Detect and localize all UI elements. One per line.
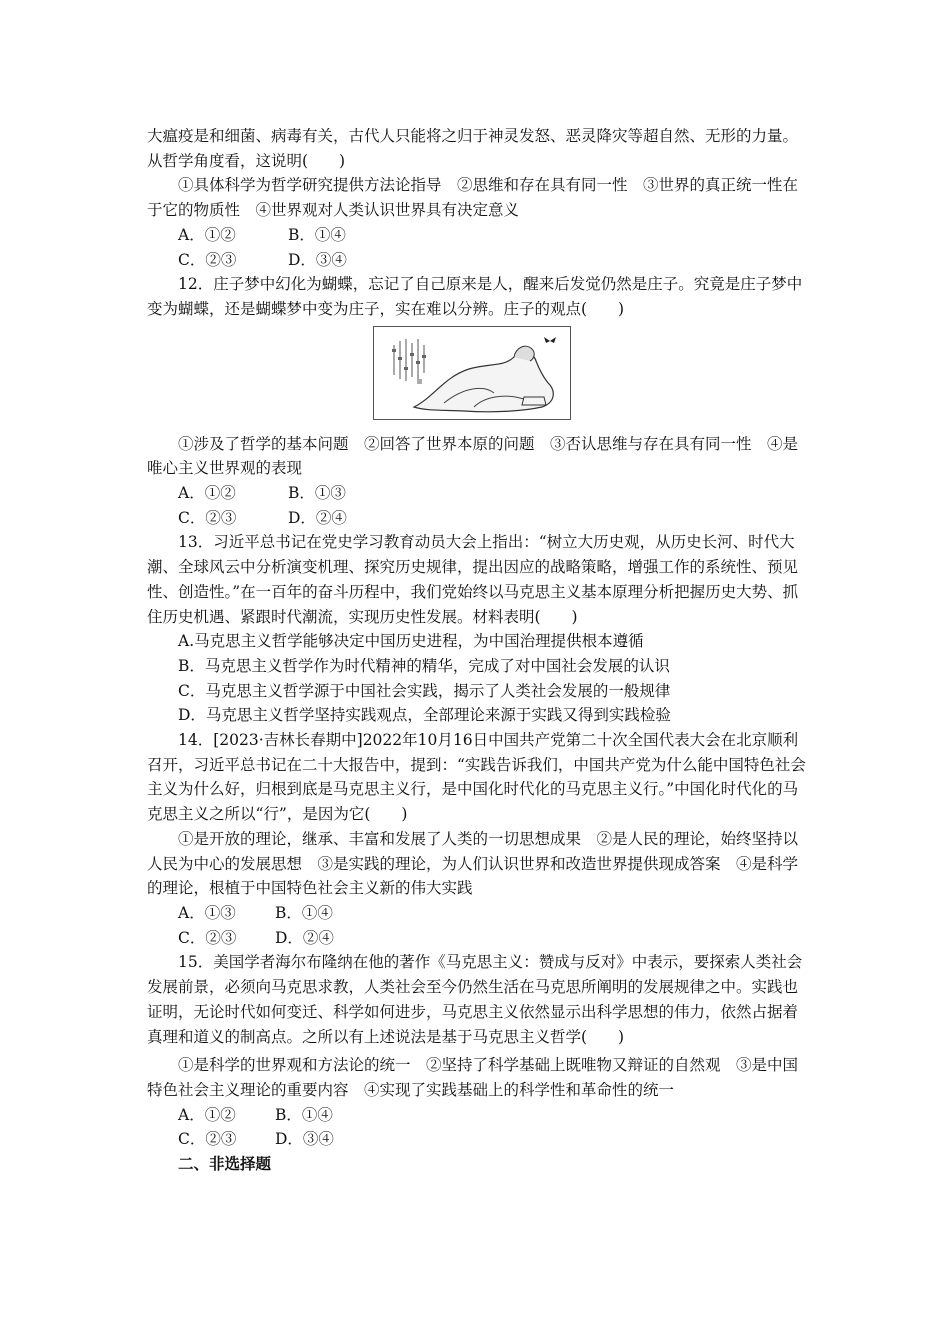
- zhuangzi-painting-icon: [374, 327, 570, 419]
- q11-statements: ①具体科学为哲学研究提供方法论指导 ②思维和存在具有同一性 ③世界的真正统一性在于它的物质性 ④世界观对人类认识世界具有决定意义: [147, 176, 799, 220]
- q15-options-row1: [147, 1103, 807, 1128]
- q15-option-d: D．③④: [275, 1130, 334, 1149]
- q14-option-a: A．①③: [178, 903, 236, 922]
- q12-stem: 12．庄子梦中幻化为蝴蝶，忘记了自己原来是人，醒来后发觉仍然是庄子。究竟是庄子梦中变为蝴蝶，还是蝴蝶梦中变为庄子，实在难以分辨。庄子的观点( ): [147, 275, 803, 318]
- q14-option-b: B．①④: [275, 903, 333, 922]
- q13-option-d: D．马克思主义哲学坚持实践观点，全部理论来源于实践又得到实践检验: [178, 706, 671, 725]
- q15-statements: ①是科学的世界观和方法论的统一 ②坚持了科学基础上既唯物又辩证的自然观 ③是中国特色社会主义理论的重要内容 ④实现了实践基础上的科学性和革命性的统一: [147, 1056, 799, 1099]
- q12-options-row2: [147, 506, 807, 531]
- q12-option-d: D．②④: [288, 508, 347, 527]
- q11-option-b: B．①④: [288, 225, 346, 244]
- q12-option-a: A．①②: [178, 484, 236, 503]
- q12-option-b: B．①③: [288, 484, 346, 503]
- q13-option-c: C．马克思主义哲学源于中国社会实践，揭示了人类社会发展的一般规律: [178, 681, 671, 700]
- q15-option-a: A．①②: [178, 1105, 236, 1124]
- q11-stem: 大瘟疫是和细菌、病毒有关，古代人只能将之归于神灵发怒、恶灵降灾等超自然、无形的力量。从哲学角度看，这说明( ): [147, 127, 799, 170]
- q11-option-a: A．①②: [178, 225, 236, 244]
- q11-options-row2: [147, 248, 807, 273]
- q13-option-a: A.马克思主义哲学能够决定中国历史进程，为中国治理提供根本遵循: [178, 632, 644, 651]
- q12-statements: ①涉及了哲学的基本问题 ②回答了世界本原的问题 ③否认思维与存在具有同一性 ④是唯心主义世界观的表现: [147, 434, 799, 478]
- q14-option-d: D．②④: [275, 928, 334, 947]
- q12-figure: [147, 326, 807, 420]
- q14-options-row2: [147, 926, 807, 951]
- q15-stem: 15．美国学者海尔布隆纳在他的著作《马克思主义：赞成与反对》中表示，要探索人类社会发展前景，必须向马克思求教，人类社会至今仍然生活在马克思所阐明的发展规律之中。实践也证明，无论时代如何变迁、科学如何进步，马克思主义依然显示出科学思想的伟力，依然占据着真理和道义的制高点。之所以有上述说法是基于马克思主义哲学( ): [147, 953, 803, 1046]
- q12-option-c: C．②③: [178, 508, 237, 527]
- q14-option-c: C．②③: [178, 928, 237, 947]
- section-title-non-choice: 二、非选择题: [178, 1154, 272, 1174]
- zhuangzi-dream-illustration: [373, 326, 571, 420]
- q13-option-b: B．马克思主义哲学作为时代精神的精华，完成了对中国社会发展的认识: [178, 656, 670, 675]
- q14-options-row1: [147, 901, 807, 926]
- q15-option-c: C．②③: [178, 1130, 237, 1149]
- q11-options-row1: [147, 223, 807, 248]
- q12-options-row1: [147, 481, 807, 506]
- q13-stem: 13．习近平总书记在党史学习教育动员大会上指出：“树立大历史观，从历史长河、时代大潮、全球风云中分析演变机理、探究历史规律，提出因应的战略策略，增强工作的系统性、预见性、创造性。”在一百年的奋斗历程中，我们党始终以马克思主义基本原理分析把握历史大势、抓住历史机遇、紧跟时代潮流，实现历史性发展。材料表明( ): [147, 533, 799, 626]
- q14-statements: ①是开放的理论，继承、丰富和发展了人类的一切思想成果 ②是人民的理论，始终坚持以人民为中心的发展思想 ③是实践的理论，为人们认识世界和改造世界提供现成答案 ④是科学的理论，根植于中国特色社会主义新的伟大实践: [147, 829, 799, 898]
- q14-stem: 14．[2023·吉林长春期中]2022年10月16日中国共产党第二十次全国代表大会在北京顺利召开，习近平总书记在二十大报告中，提到：“实践告诉我们，中国共产党为什么能中国特色社会主义为什么好，归根到底是马克思主义行，是中国化时代化的马克思主义行。”中国化时代化的马克思主义之所以“行”，是因为它( ): [147, 731, 806, 824]
- q15-options-row2: [147, 1127, 807, 1152]
- document-page: [147, 124, 807, 1177]
- q15-option-b: B．①④: [275, 1105, 333, 1124]
- q11-option-d: D．③④: [288, 250, 347, 269]
- q11-option-c: C．②③: [178, 250, 237, 269]
